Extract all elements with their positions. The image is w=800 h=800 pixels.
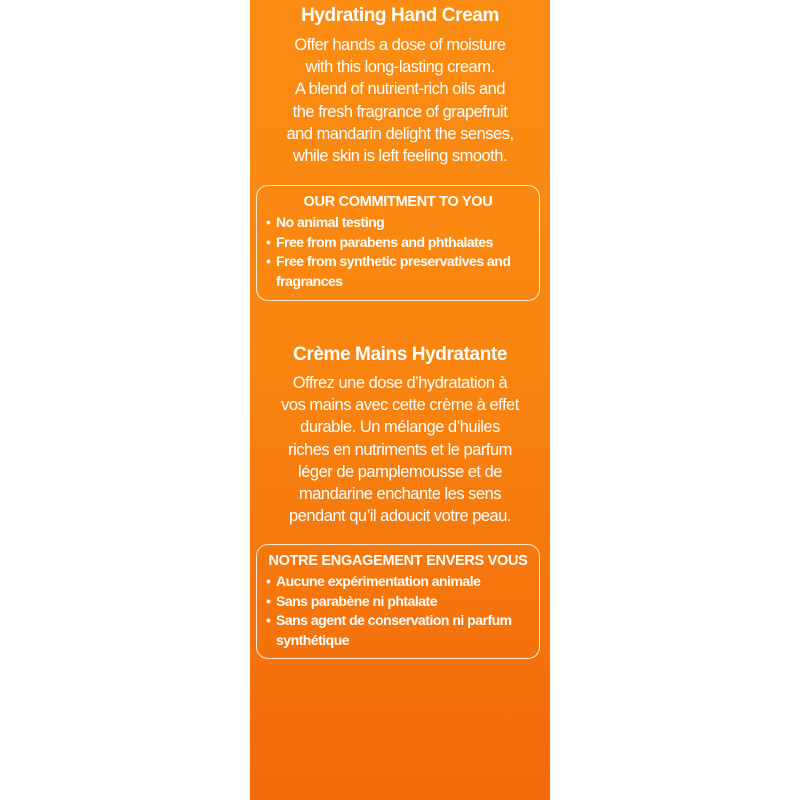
description-line: riches en nutriments et le parfum	[288, 440, 512, 459]
description-line: vos mains avec cette crème à effet	[281, 396, 519, 415]
french-title: Crème Mains Hydratante	[293, 344, 507, 365]
commitment-item: • Sans parabène ni phtalate	[266, 592, 533, 612]
description-line: the fresh fragrance of grapefruit	[292, 102, 508, 121]
commitment-item: • Sans agent de conservation ni parfum synthétique	[266, 611, 533, 650]
commitment-heading: NOTRE ENGAGEMENT ENVERS VOUS	[268, 553, 528, 569]
commitment-item: • Aucune expérimentation animale	[266, 572, 533, 592]
commitment-item: • No animal testing	[266, 213, 533, 233]
description-line: Offrez une dose d’hydratation à	[292, 374, 508, 392]
description-line: pendant qu’il adoucit votre peau.	[288, 507, 511, 526]
description-line: while skin is left feeling smooth.	[292, 146, 508, 165]
english-commitment-box	[256, 185, 540, 301]
description-line: léger de pamplemousse et de	[298, 462, 502, 481]
description-line: and mandarin delight the senses,	[286, 124, 514, 143]
description-line: mandarine enchante les sens	[298, 484, 502, 503]
commitment-heading: OUR COMMITMENT TO YOU	[303, 194, 493, 210]
description-line: A blend of nutrient-rich oils and	[294, 80, 506, 99]
english-description	[250, 34, 550, 167]
french-description	[250, 372, 550, 527]
product-label-panel	[250, 0, 550, 800]
description-line: Offer hands a dose of moisture	[294, 36, 506, 54]
commitment-item: • Free from parabens and phthalates	[266, 233, 533, 253]
description-line: with this long-lasting cream.	[305, 58, 495, 77]
english-title: Hydrating Hand Cream	[301, 5, 499, 26]
commitment-item: • Free from synthetic preservatives and fragrances	[266, 252, 533, 291]
french-commitment-box	[256, 544, 540, 659]
description-line: durable. Un mélange d’huiles	[300, 418, 500, 437]
